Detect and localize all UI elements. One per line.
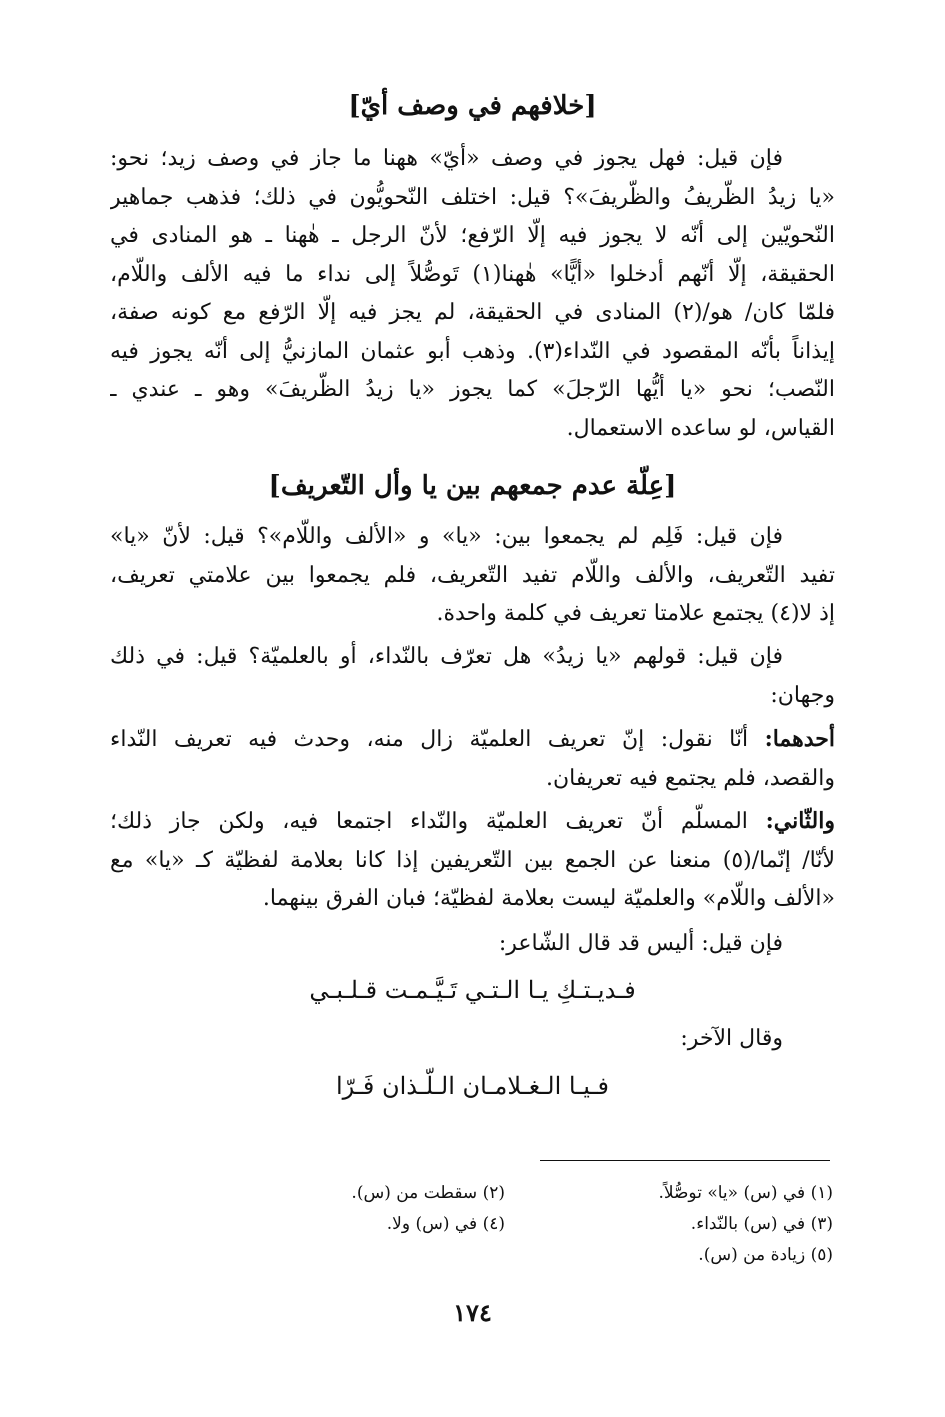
section-heading-ayy-description: [خلافهم في وصف أيّ] [348,91,597,121]
section-heading-ya-and-al: [عِلّة عدم جمعهم بين يا وأل التّعريف] [268,471,677,501]
paragraph-second-view [110,802,835,919]
text-line: تفيد التّعريف، والألف واللّام تفيد التّعريف، فلم يجمعوا بين علامتي تعريف، [110,562,835,588]
page-number: ١٧٤ [453,1298,492,1327]
footnote-3: (٣) في (س) بالنّداء. [690,1214,833,1234]
text-line: فإن قيل: أليس قد قال الشّاعر: [498,931,783,956]
text-line: فإن قيل: فهل يجوز في وصف «أيّ» ههنا ما جاز في وصف زيد؛ نحو: [110,146,783,171]
text-line: «يا زيدُ الظّريفُ والظّريفَ»؟ قيل: اختلف النّحويُّون في ذلك؛ فذهب جماهير [110,184,835,210]
text-line: فلمّا كان/ هو/(٢) المنادى في الحقيقة، لم يجز فيه إلّا الرّفع مع كونه صفة، [110,300,835,325]
text-line: القياس، لو ساعده الاستعمال. [566,415,835,441]
text-line: وقال الآخر: [680,1026,783,1051]
paragraph-ya-zayd-question [110,638,835,715]
text-line: إذ لا(٤) يجتمع علامتا تعريف في كلمة واحدة. [436,601,835,626]
text-line [110,720,835,760]
text-line [110,802,835,842]
text-line: فإن قيل: فَلِم لم يجمعوا بين: «يا» و «الألف واللّام»؟ قيل: لأنّ «يا» [110,524,783,549]
poetry-verse-1: فـديـتـكِ يـا الـتـي تَـيَّـمـت قـلـبـي [309,976,636,1004]
paragraph-other-poet [110,1020,835,1059]
text-line: النّصب؛ نحو «يا أيُّها الرّجلَ» كما يجوز «يا زيدُ الظّريفَ» وهو ـ عندي ـ [110,377,835,402]
footnote-divider [540,1160,830,1161]
text-line: والقصد، فلم يجتمع فيه تعريفان. [545,765,835,791]
first-view-text: أنّا نقول: إنّ تعريف العلميّة زال منه، وحدث فيه تعريف النّداء [110,727,749,752]
text-line: الحقيقة، إلّا أنّهم أدخلوا «أيًّا» هٰهنا(١) تَوصُّلاً إلى نداء ما فيه الألف واللّام، [110,261,835,287]
text-line: إيذاناً بأنّه المقصود في النّداء(٣). وذهب أبو عثمان المازنيُّ إلى أنّه يجوز فيه [110,338,835,364]
footnote-4: (٤) في (س) ولا. [386,1214,505,1234]
paragraph-ayy-description [110,140,835,448]
poetry-verse-2: فـيـا الـغـلامـان الـلّـذان فَـرّا [335,1072,610,1100]
first-view-label: أحدهما: [764,726,835,752]
paragraph-why-not-combined [110,518,835,634]
text-line: وجهان: [770,682,835,708]
footnote-5: (٥) زيادة من (س). [698,1245,833,1265]
text-line: «الألف واللّام» والعلميّة ليست بعلامة لفظيّة؛ فبان الفرق بينهما. [262,886,835,911]
second-view-label: والثّاني: [765,808,835,834]
text-line: فإن قيل: قولهم «يا زيدُ» هل تعرّف بالنّداء، أو بالعلميّة؟ قيل: في ذلك [110,644,783,669]
second-view-text: المسلّم أنّ تعريف العلميّة والنّداء اجتمعا فيه، ولكن جاز ذلك؛ [110,809,748,834]
footnote-2: (٢) سقطت من (س). [351,1183,505,1203]
footnote-1: (١) في (س) «يا» توصُّلاً. [658,1183,833,1203]
text-line: النّحويّين إلى أنّه لا يجوز فيه إلّا الرّفع؛ لأنّ الرجل ـ هٰهنا ـ هو المنادى في [110,223,835,248]
text-line: لأنّا/ إنّما/(٥) منعنا عن الجمع بين التّعريفين إذا كانا بعلامة لفظيّة كـ «يا» مع [110,847,835,873]
paragraph-poet-question [110,925,835,964]
paragraph-first-view [110,720,835,798]
